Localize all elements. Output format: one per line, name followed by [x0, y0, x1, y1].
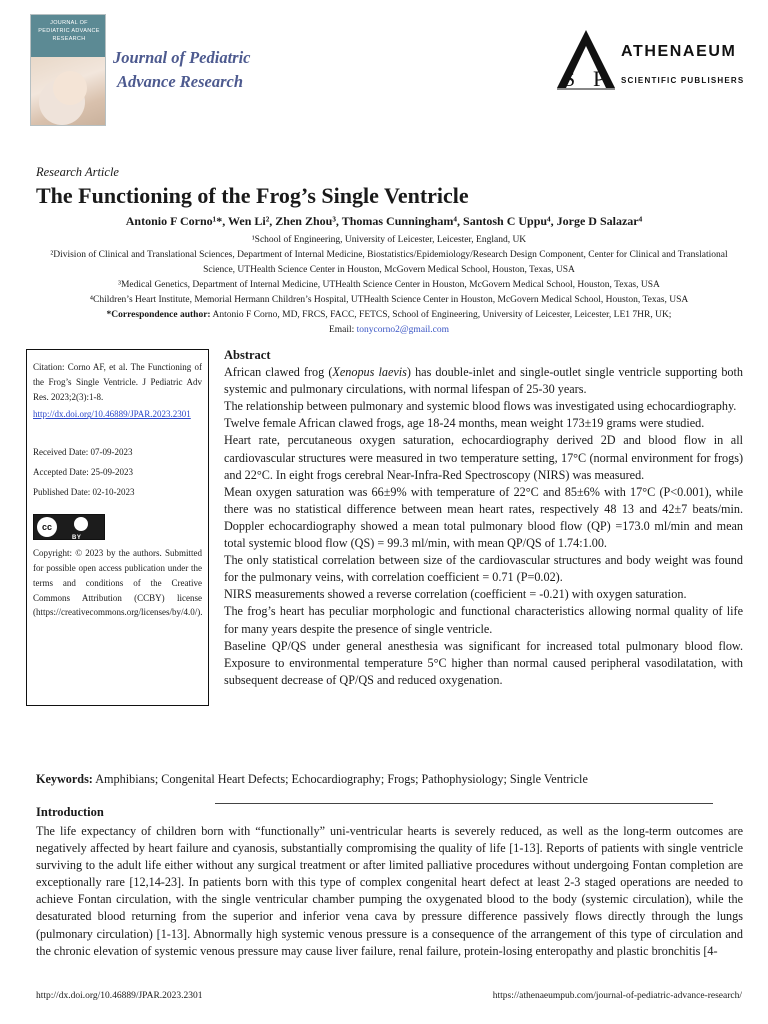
affiliations [36, 233, 742, 338]
abstract-paragraph: Mean oxygen saturation was 66±9% with temperature of 22°C and 85±6% with 17°C (P<0.001), while there was no statistical difference between mean heart rates, respectively 48 13 and 42±7 beats/min. Doppler echocardiography showed a mean total pulmonary blood flow (QP) =173.0 ml/min and mean total systemic blood flow (QS) = 99.3 ml/min, with mean QP/QS of 1.74:1.00. [224, 484, 743, 551]
author-list: Antonio F Corno¹*, Wen Li², Zhen Zhou³, Thomas Cunningham⁴, Santosh C Uppu⁴, Jorge D Salazar⁴ [125, 214, 643, 228]
email-link[interactable]: tonycorno2@gmail.com [356, 325, 450, 335]
article-title: The Functioning of the Frog’s Single Ventricle [36, 183, 469, 208]
doi-link[interactable]: http://dx.doi.org/10.46889/JPAR.2023.2301 [33, 409, 191, 420]
keywords: Keywords: Amphibians; Congenital Heart Defects; Echocardiography; Frogs; Pathophysiology; Single Ventricle [36, 772, 588, 786]
abstract-paragraph: The relationship between pulmonary and systemic blood flows was investigated using echocardiography. [224, 399, 737, 414]
received-date: Received Date: 07-09-2023 [33, 447, 133, 458]
svg-text:P: P [593, 66, 606, 91]
footer-doi-link[interactable]: http://dx.doi.org/10.46889/JPAR.2023.2301 [36, 991, 203, 1001]
abstract-heading: Abstract [224, 348, 271, 362]
dates [33, 442, 202, 502]
section-divider [215, 803, 713, 804]
page-header [0, 0, 768, 140]
journal-name: Journal of Pediatric Advance Research [113, 48, 251, 91]
person-icon [74, 517, 88, 531]
affiliation-1: ¹School of Engineering, University of Leicester, Leicester, England, UK [251, 235, 527, 245]
abstract-paragraph: Heart rate, percutaneous oxygen saturation, echocardiography derived 2D and blood flow in all cardiovascular structures were measured in two temperature setting, 17°C (normal environment for frogs) and 22°C. In eight frogs cerebral Near-Infra-Red Spectroscopy (NIRS) was measured. [224, 433, 743, 482]
footer-journal-link[interactable]: https://athenaeumpub.com/journal-of-pediatric-advance-research/ [492, 991, 742, 1001]
published-date: Published Date: 02-10-2023 [33, 487, 135, 498]
correspondence: *Correspondence author: Antonio F Corno, MD, FRCS, FACC, FETCS, School of Engineering, University of Leicester, Leicester, LE1 7HR, UK; [106, 310, 672, 320]
abstract-paragraph: The frog’s heart has peculiar morphologic and functional characteristics allowing normal quality of life for many years despite the presence of single ventricle. [224, 604, 743, 636]
introduction-text: The life expectancy of children born with “functionally” uni-ventricular hearts is severely reduced, as well as the long-term outcomes are negatively affected by heart failure and cyanosis, substantially compromising the quality of life [1-13]. Reports of patients with single ventricle surviving to the adult life either without any surgical treatment or after limited palliative procedures without undergoing Fontan completion are exceptionally rare [12,14-23]. In patients born with this type of complex congenital heart defect at least 2-3 staged operations are needed to achieve Fontan circulation, with the single ventricular chamber pumping the oxygenated blood to the body (systemic circulation), while the desaturated blood returning from the superior and inferior vena cava by pressure difference passively flows directly through the lungs (pulmonary circulation) [1-13]. Abnormally high systemic venous pressure is a consequence of the arrangement of this type of circulation and the chronic elevation of systemic venous pressure may cause liver failure, renal failure, protein-losing enteropathy and plastic bronchitis [4- [36, 824, 743, 958]
svg-text:S: S [563, 66, 576, 91]
abstract-paragraph: The only statistical correlation between size of the cardiovascular structures and body weight was found for the pulmonary veins, with correlation coefficient = 0.71 (P=0.02). [224, 553, 743, 585]
cover-photo [31, 57, 105, 126]
affiliation-2: ²Division of Clinical and Translational Sciences, Department of Internal Medicine, Biostatistics/Epidemiology/Research Design Component, Center for Clinical and Translational Science, UTHealth Science Center in Houston, McGovern Medical School, Houston, Texas, USA [50, 250, 728, 275]
introduction-heading: Introduction [36, 805, 104, 819]
citation-text: Citation: Corno AF, et al. The Functioning of the Frog’s Single Ventricle. J Pediatric Adv Res. 2023;2(3):1-8. [33, 362, 202, 402]
accepted-date: Accepted Date: 25-09-2023 [33, 467, 133, 478]
publisher-subtitle: SCIENTIFIC PUBLISHERS [621, 76, 745, 85]
copyright-text: Copyright: © 2023 by the authors. Submitted for possible open access publication under the terms and conditions of the Creative Commons Attribution (CCBY) license (https://creativecommons.org/licenses/by/4.0/). [33, 548, 203, 618]
abstract-paragraph: Twelve female African clawed frogs, age 18-24 months, mean weight 173±19 grams were studied. [224, 416, 705, 431]
creative-commons-icon: cc BY [33, 514, 105, 540]
email-line: Email: tonycorno2@gmail.com [328, 325, 450, 335]
affiliation-3: ³Medical Genetics, Department of Internal Medicine, UTHealth Science Center in Houston, McGovern Medical School, Houston, Texas, USA [118, 280, 660, 290]
affiliation-4: ⁴Children’s Heart Institute, Memorial Hermann Children’s Hospital, UTHealth Science Center in Houston, McGovern Medical School, Houston, Texas, USA [89, 295, 689, 305]
abstract [224, 347, 743, 689]
article-type: Research Article [36, 165, 119, 179]
abstract-paragraph: NIRS measurements showed a reverse correlation (coefficient = -0.21) with oxygen saturation. [224, 587, 687, 602]
cover-title: JOURNAL OF PEDIATRIC ADVANCE RESEARCH [38, 20, 100, 42]
publisher-logo-icon [553, 28, 619, 92]
abstract-paragraph: Baseline QP/QS under general anesthesia was significant for increased total pulmonary blood flow. Exposure to environmental temperature 5°C higher than normal caused peripheral vasodilatation, with subsequent decrease of QP/QS and reduced oxygenation. [224, 638, 743, 687]
publisher-name: ATHENAEUM [621, 43, 737, 60]
abstract-paragraph: African clawed frog (Xenopus laevis) has double-inlet and single-outlet single ventricle supporting both systemic and pulmonary circulations, with normal lifespan of 25-30 years. [224, 365, 744, 397]
citation-sidebar [26, 349, 209, 706]
journal-cover-image [30, 14, 106, 126]
